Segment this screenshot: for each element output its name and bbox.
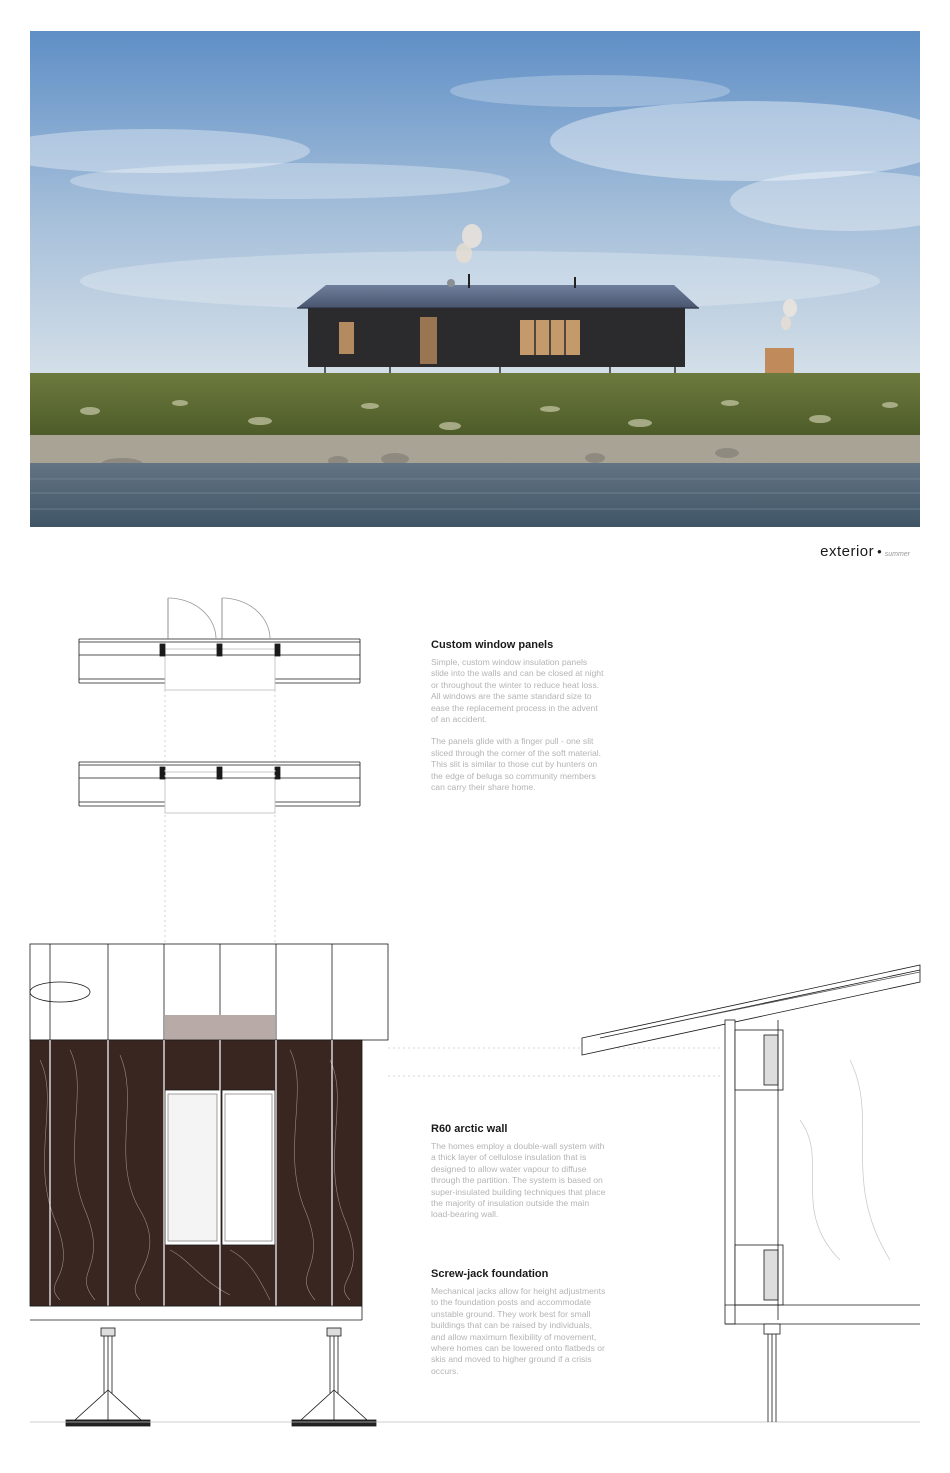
window-plan-open — [79, 762, 360, 813]
section-paragraph: The panels glide with a finger pull - one slit sliced through the corner of the soft material. This slit is similar to those cut by hunters on the edge of beluga so community members can carry their share home. — [431, 736, 602, 793]
section-screw-jack-foundation — [431, 1268, 606, 1388]
section-title: Screw-jack foundation — [431, 1268, 549, 1280]
section-title: Custom window panels — [431, 639, 554, 651]
hero-render-image — [30, 31, 920, 527]
image-caption — [700, 543, 910, 561]
screw-jack-left — [66, 1328, 150, 1426]
window-plan-closed — [79, 598, 360, 690]
caption-label: exterior — [820, 543, 875, 560]
section-arctic-wall — [431, 1123, 606, 1232]
caption-season: summer — [884, 551, 910, 558]
wall-section — [582, 965, 920, 1422]
section-title: R60 arctic wall — [431, 1123, 508, 1135]
section-paragraph: Simple, custom window insulation panels slide into the walls and can be closed at night or throughout the winter to reduce heat loss. All windows are the same standard size to ease the replacement process in the advent of an accident. — [431, 657, 604, 725]
caption-separator: • — [877, 544, 882, 559]
section-paragraph: Mechanical jacks allow for height adjustments to the foundation posts and accommodate unstable ground. They work best for small buildings that can be raised by individuals, and allow maximum flexibility of movement, where homes can be lowered onto flatbeds or skis and moved to higher ground if a crisis occurs. — [431, 1286, 606, 1376]
section-window-panels — [431, 639, 606, 804]
section-paragraph: The homes employ a double-wall system with a thick layer of cellulose insulation that is designed to allow water vapour to diffuse through the partition. The system is based on super-insulated building techniques that place the majority of insulation outside the main load-bearing wall. — [431, 1141, 606, 1220]
screw-jack-right — [292, 1328, 376, 1426]
